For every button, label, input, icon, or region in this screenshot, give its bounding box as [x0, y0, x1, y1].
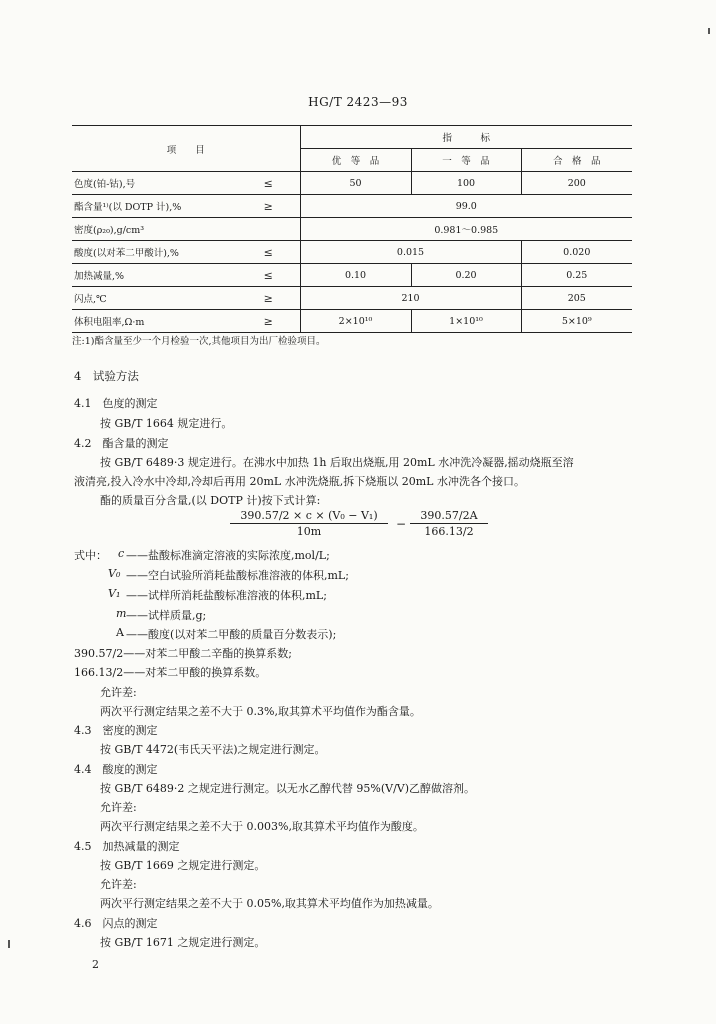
cell-value: 0.20 [411, 264, 521, 287]
cell-value: 2×10¹⁰ [300, 310, 411, 333]
formula-numerator-2: 390.57/2A [410, 509, 488, 524]
ester-content-formula [230, 509, 490, 541]
cell-value: 99.0 [300, 195, 632, 218]
cell-value: 200 [521, 172, 632, 195]
row-name: 酯含量¹⁾(以 DOTP 计),% [72, 195, 237, 218]
table-row [72, 287, 632, 310]
row-name: 加热减量,% [72, 264, 237, 287]
section-4-3-text: 按 GB/T 4472(韦氏天平法)之规定进行测定。 [100, 743, 326, 756]
row-name: 密度(ρ₂₀),g/cm³ [72, 218, 237, 241]
cell-value: 205 [521, 287, 632, 310]
page-number: 2 [92, 958, 99, 971]
constant-2: 166.13/2——对苯二甲酸的换算系数。 [74, 666, 267, 679]
table-row [72, 172, 632, 195]
row-symbol: ≤ [237, 241, 300, 264]
row-symbol [237, 218, 300, 241]
formula-numerator-1: 390.57/2 × c × (V₀ − V₁) [230, 509, 388, 524]
section-4-6-text: 按 GB/T 1671 之规定进行测定。 [100, 936, 266, 949]
standard-code-header: HG/T 2423—93 [308, 95, 408, 109]
where-symbol: A [116, 626, 124, 639]
where-symbol: c [118, 547, 125, 560]
row-symbol: ≥ [237, 310, 300, 333]
allowance-label-2: 允许差: [100, 801, 137, 814]
section-4-5-text: 按 GB/T 1669 之规定进行测定。 [100, 859, 266, 872]
where-description: ——试样质量,g; [126, 609, 207, 622]
formula-minus: − [396, 517, 407, 531]
section-4-1-text: 按 GB/T 1664 规定进行。 [100, 417, 233, 430]
where-description: ——空白试验所消耗盐酸标准溶液的体积,mL; [126, 569, 349, 582]
row-symbol: ≤ [237, 264, 300, 287]
where-symbol: V₁ [108, 587, 121, 600]
grade-qualified: 合 格 品 [521, 149, 632, 172]
cell-value: 210 [300, 287, 521, 310]
table-row [72, 195, 632, 218]
allowance-label-3: 允许差: [100, 878, 137, 891]
scan-mark [708, 28, 710, 34]
section-4-2-heading: 4.2 酯含量的测定 [74, 437, 169, 450]
row-name: 体积电阻率,Ω·m [72, 310, 237, 333]
index-header: 指 标 [300, 126, 632, 149]
table-footnote: 注:1)酯含量至少一个月检验一次,其他项目为出厂检验项目。 [72, 336, 326, 347]
table-row [72, 241, 632, 264]
grade-premium: 优 等 品 [300, 149, 411, 172]
where-lead: 式中： [74, 549, 107, 562]
cell-value: 0.25 [521, 264, 632, 287]
section-4-5-heading: 4.5 加热减量的测定 [74, 840, 180, 853]
formula-denominator-2: 166.13/2 [424, 525, 474, 538]
allowance-text-3: 两次平行测定结果之差不大于 0.05%,取其算术平均值作为加热减量。 [100, 897, 439, 910]
cell-value: 0.981～0.985 [300, 218, 632, 241]
table-row [72, 218, 632, 241]
section-4-6-heading: 4.6 闪点的测定 [74, 917, 158, 930]
row-name: 酸度(以对苯二甲酸计),% [72, 241, 237, 264]
cell-value: 50 [300, 172, 411, 195]
section-4-2-text-1: 按 GB/T 6489·3 规定进行。在沸水中加热 1h 后取出烧瓶,用 20mL 水冲洗冷凝器,摇动烧瓶至溶 [100, 456, 574, 469]
row-name: 色度(铂-钴),号 [72, 172, 237, 195]
table-row [72, 264, 632, 287]
scan-mark [8, 940, 10, 948]
section-4-2-text-2: 液清亮,投入冷水中冷却,冷却后再用 20mL 水冲洗烧瓶,拆下烧瓶以 20mL 水冲洗各个接口。 [74, 475, 525, 488]
allowance-label-1: 允许差: [100, 686, 137, 699]
table-header-row [72, 126, 632, 149]
formula-fraction-1 [230, 509, 388, 538]
item-header: 项 目 [72, 126, 300, 172]
row-symbol: ≤ [237, 172, 300, 195]
cell-value: 5×10⁹ [521, 310, 632, 333]
where-description: ——试样所消耗盐酸标准溶液的体积,mL; [126, 589, 327, 602]
grade-first: 一 等 品 [411, 149, 521, 172]
cell-value: 100 [411, 172, 521, 195]
section-4-4-heading: 4.4 酸度的测定 [74, 763, 158, 776]
where-symbol: V₀ [108, 567, 121, 580]
cell-value: 0.015 [300, 241, 521, 264]
section-4-heading: 4 试验方法 [74, 369, 139, 383]
cell-value: 0.020 [521, 241, 632, 264]
section-4-4-text: 按 GB/T 6489·2 之规定进行测定。以无水乙醇代替 95%(V/V)乙醇做溶剂。 [100, 782, 476, 795]
cell-value: 1×10¹⁰ [411, 310, 521, 333]
where-symbol: m [116, 607, 127, 620]
row-symbol: ≥ [237, 287, 300, 310]
section-4-2-text-3: 酯的质量百分含量,(以 DOTP 计)按下式计算: [100, 494, 321, 507]
allowance-text-1: 两次平行测定结果之差不大于 0.3%,取其算术平均值作为酯含量。 [100, 705, 421, 718]
row-symbol: ≥ [237, 195, 300, 218]
row-name: 闪点,℃ [72, 287, 237, 310]
formula-denominator-1: 10m [296, 525, 322, 538]
section-4-1-heading: 4.1 色度的测定 [74, 397, 158, 410]
formula-fraction-2 [410, 509, 488, 538]
specification-table [72, 125, 632, 333]
cell-value: 0.10 [300, 264, 411, 287]
section-4-3-heading: 4.3 密度的测定 [74, 724, 158, 737]
where-description: ——酸度(以对苯二甲酸的质量百分数表示); [126, 628, 337, 641]
constant-1: 390.57/2——对苯二甲酸二辛酯的换算系数; [74, 647, 292, 660]
where-description: ——盐酸标准滴定溶液的实际浓度,mol/L; [126, 549, 330, 562]
allowance-text-2: 两次平行测定结果之差不大于 0.003%,取其算术平均值作为酸度。 [100, 820, 424, 833]
table-row [72, 310, 632, 333]
